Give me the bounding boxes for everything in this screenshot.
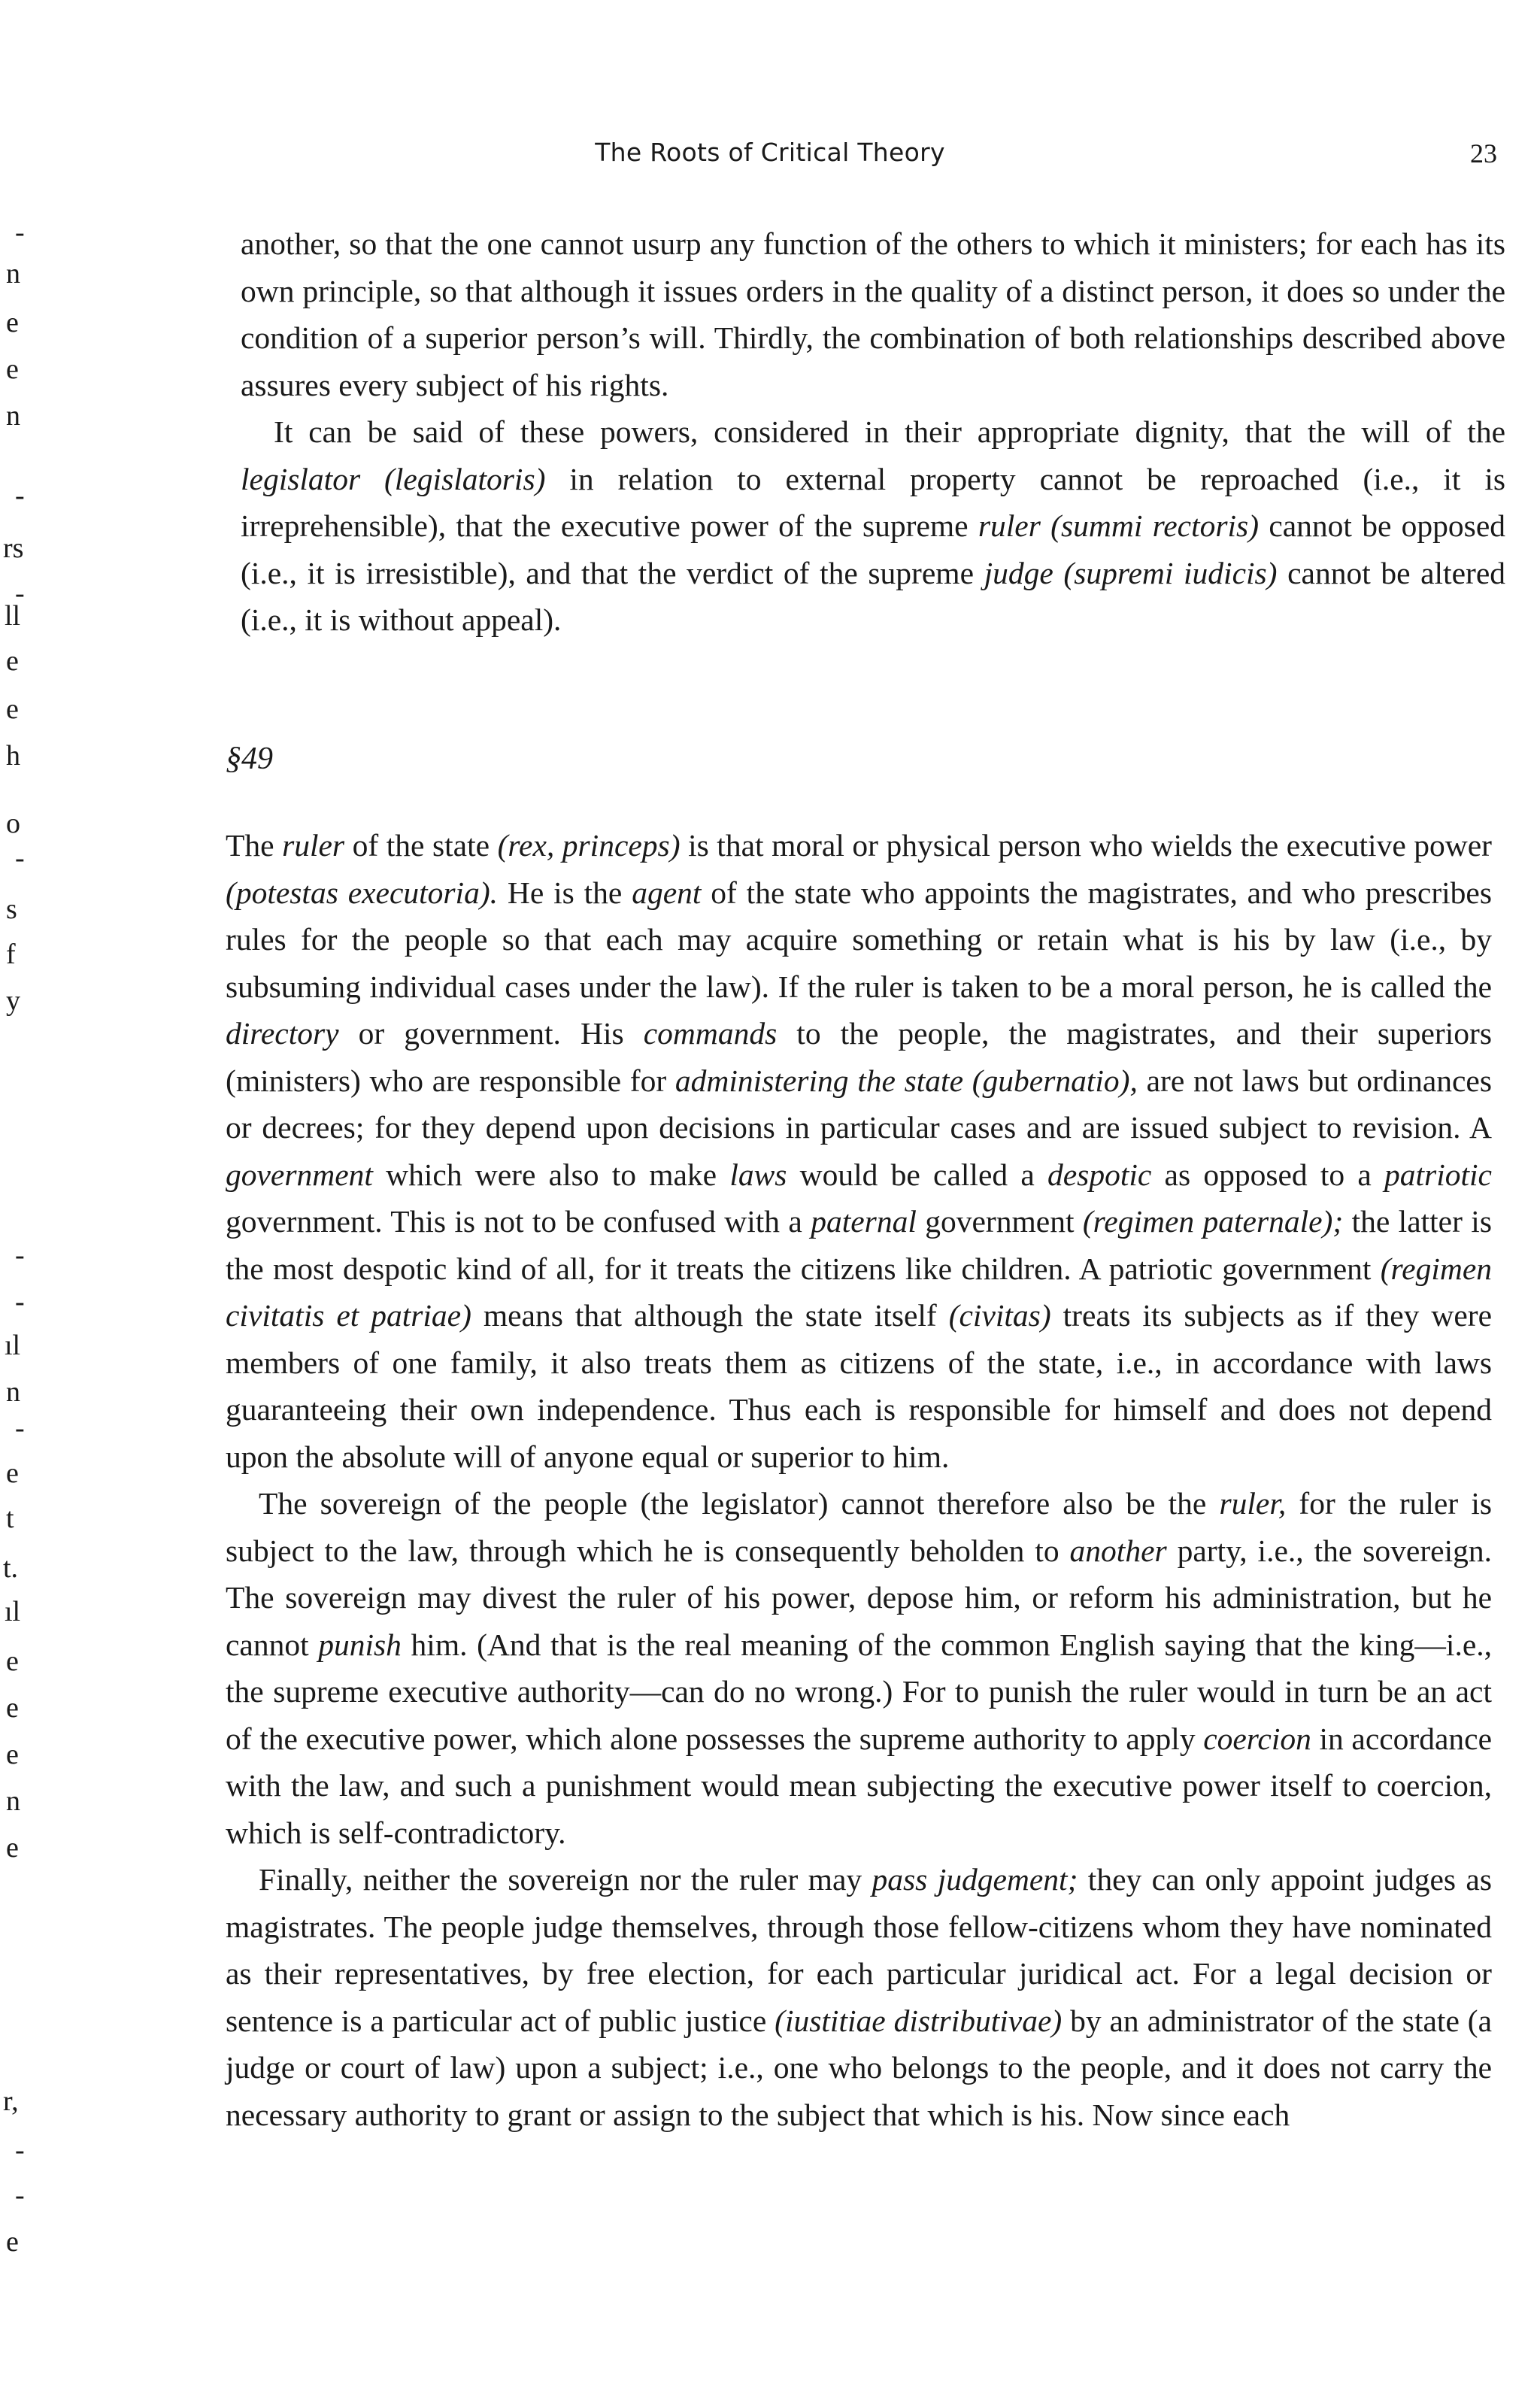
running-header-title: The Roots of Critical Theory [595,138,945,167]
text-run: as opposed to a [1151,1157,1385,1192]
italic-run: (iustitiae distributivae) [775,2003,1063,2038]
margin-fragment: e [6,1457,19,1489]
margin-fragment: t [6,1503,14,1534]
italic-run: agent [632,875,702,910]
italic-run: punish [318,1627,402,1662]
section-body [226,822,1492,2138]
italic-run: legislator (legislatoris) [241,461,546,496]
margin-fragment: ll [5,600,21,632]
italic-run: despotic [1047,1157,1152,1192]
text-run: another, so that the one cannot usurp any function of the others to which it ministers; for each has its own principle, so that although it issues orders in the quality of a distinct person, it does so under the condition of a superior person’s will. Thirdly, the combination of both relationships described above assures every subject of his rights. [241,226,1505,402]
italic-run: (regimen paternale); [1082,1204,1344,1239]
margin-fragment: h [6,740,20,772]
continuation-text [241,220,1505,644]
text-run: which were also to make [372,1157,730,1192]
paragraph [226,1480,1492,1856]
margin-fragment: s [6,893,17,925]
italic-run: ruler, [1219,1486,1287,1521]
margin-fragment: n [6,400,20,432]
margin-fragment: ıl [5,1330,21,1361]
text-run: treats its subjects as if they were members of one family, it also treats them as citizens of the state, i.e., in accordance with laws guaranteeing their own independence. Thus each is responsible for himself and does not depend upon the absolute will of anyone equal or superior to him. [226,1298,1492,1474]
text-run: of the state [344,828,498,863]
margin-fragment: rs [3,532,24,564]
text-run: would be called a [787,1157,1047,1192]
italic-run: directory [226,1016,339,1051]
text-run: of the state who appoints the magistrates, and who prescribes rules for the people so that each may acquire something or retain what is his by law (i.e., by subsuming individual cases under the law). If the ruler is taken to be a moral person, he is called the [226,875,1492,1004]
margin-fragment: ıl [5,1596,21,1627]
italic-run: (regimen civitatis et patriae) [226,1251,1492,1333]
page-number: 23 [1470,138,1497,168]
margin-fragment: o [6,808,20,839]
margin-fragment: y [6,985,20,1017]
italic-run: ruler (summi rectoris) [978,508,1260,543]
margin-fragment: e [6,353,19,385]
margin-fragment: - [15,480,25,511]
text-run: is that moral or physical person who wields the executive power [680,828,1492,863]
italic-run: pass judgement; [872,1862,1078,1897]
italic-run: commands [643,1016,778,1051]
margin-fragment: f [6,939,16,970]
italic-run: paternal [811,1204,917,1239]
margin-fragment: e [6,1645,19,1677]
margin-fragment: t. [3,1552,19,1584]
text-run: the latter is the most despotic kind of all, for it treats the citizens like children. A patriotic government [226,1204,1492,1286]
text-run: means that although the state itself [471,1298,949,1333]
italic-run: laws [729,1157,787,1192]
text-run: cannot be altered (i.e., it is without appeal). [241,555,1505,637]
text-run: It can be said of these powers, considered in their appropriate dignity, that the will of the [274,414,1505,449]
paragraph [226,822,1492,1480]
margin-fragment: - [15,1412,25,1444]
margin-fragment: - [15,2134,25,2166]
italic-run: judge (supremi iudicis) [984,555,1278,590]
text-run: by an administrator of the state (a judge or court of law) upon a subject; i.e., one who belongs to the people, and it does not carry the necessary authority to grant or assign to the subject that which is his. Now since each [226,2003,1492,2132]
margin-fragment: n [6,1376,20,1408]
margin-fragment: r, [3,2085,19,2117]
text-run: they can only appoint judges as magistrates. The people judge themselves, through those fellow-citizens whom they have nominated as their representatives, by free election, for each particular juridical act. For a legal decision or sentence is a particular act of public justice [226,1862,1492,2038]
paragraph [226,1856,1492,2138]
italic-run: another [1069,1533,1167,1568]
margin-fragment: - [15,2179,25,2211]
text-run: are not laws but ordinances or decrees; for they depend upon decisions in particular cases and are issued subject to revision. A [226,1063,1492,1145]
italic-run: coercion [1203,1721,1311,1756]
text-run: government. This is not to be confused with a [226,1204,811,1239]
margin-fragment: e [6,1832,19,1864]
text-run: cannot be opposed (i.e., it is irresistible), and that the verdict of the supreme [241,508,1506,590]
text-run: Finally, neither the sovereign nor the ruler may [259,1862,872,1897]
margin-fragment: - [15,1286,25,1318]
text-run: He is the [498,875,632,910]
margin-fragment: - [15,578,25,609]
text-run: in accordance with the law, and such a punishment would mean subjecting the executive power itself to coercion, which is self-contradictory. [226,1721,1492,1850]
paragraph [241,220,1505,408]
section-heading: §49 [226,742,273,776]
italic-run: administering the state (gubernatio), [675,1063,1138,1098]
margin-fragment: e [6,2226,19,2258]
italic-run: patriotic [1384,1157,1492,1192]
text-run: The sovereign of the people (the legislator) cannot therefore also be the [259,1486,1220,1521]
margin-fragment: e [6,307,19,338]
italic-run: (civitas) [948,1298,1051,1333]
text-run: The [226,828,283,863]
italic-run: (potestas executoria). [226,875,499,910]
margin-fragment: e [6,693,19,725]
margin-fragment: - [15,217,25,248]
margin-fragment: n [6,1785,20,1817]
text-run: him. (And that is the real meaning of the common English saying that the king—i.e., the supreme executive authority—can do no wrong.) For to punish the ruler would in turn be an act of the executive power, which alone possesses the supreme authority to apply [226,1627,1492,1756]
margin-fragment: e [6,1739,19,1770]
text-run: or government. His [338,1016,644,1051]
text-run: party, i.e., the sovereign. The sovereign may divest the ruler of his power, depose him, or reform his administration, but he cannot [226,1533,1492,1662]
italic-run: government [226,1157,373,1192]
italic-run: ruler [282,828,345,863]
margin-fragment: e [6,1692,19,1724]
text-run: government [916,1204,1083,1239]
paragraph [241,408,1505,644]
previous-page-margin [0,0,45,2390]
text-run: to the people, the magistrates, and their superiors (ministers) who are responsible for [226,1016,1492,1098]
margin-fragment: e [6,645,19,677]
margin-fragment: - [15,842,25,874]
text-run: for the ruler is subject to the law, through which he is consequently beholden to [226,1486,1492,1568]
text-run: in relation to external property cannot be reproached (i.e., it is irreprehensible), that the executive power of the supreme [241,461,1506,543]
italic-run: (rex, princeps) [497,828,681,863]
margin-fragment: - [15,1239,25,1271]
margin-fragment: n [6,258,20,290]
